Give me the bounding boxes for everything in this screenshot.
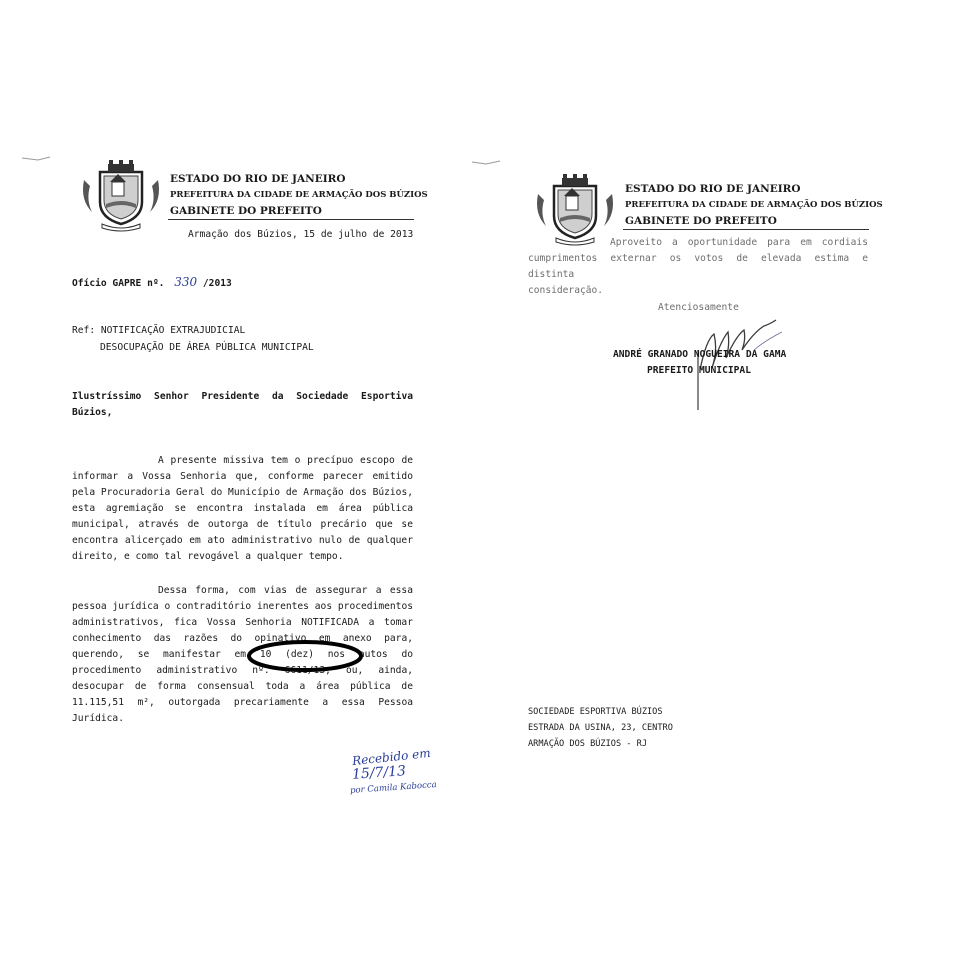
scan-mark bbox=[20, 152, 60, 166]
letterhead-prefecture: PREFEITURA DA CIDADE DE ARMAÇÃO DOS BÚZIOS bbox=[625, 200, 883, 210]
paragraph-1-line: direito, e como tal revogável a qualquer tempo. bbox=[72, 551, 344, 562]
letterhead-rule bbox=[168, 219, 414, 220]
paragraph-1-line: A presente missiva tem o precípuo escopo de bbox=[158, 455, 413, 466]
letterhead-state: ESTADO DO RIO DE JANEIRO bbox=[625, 183, 801, 195]
regards: Atenciosamente bbox=[658, 302, 739, 313]
letter-page-2 bbox=[470, 150, 920, 830]
salutation-line1: Ilustríssimo Senhor Presidente da Sociedade Esportiva bbox=[72, 391, 413, 402]
closing-line: consideração. bbox=[528, 285, 604, 296]
letterhead-prefecture: PREFEITURA DA CIDADE DE ARMAÇÃO DOS BÚZIOS bbox=[170, 190, 428, 200]
paragraph-1-line: informar a Vossa Senhoria que, conforme parecer emitido bbox=[72, 471, 413, 482]
paragraph-1 bbox=[72, 453, 413, 565]
place-date: Armação dos Búzios, 15 de julho de 2013 bbox=[188, 229, 414, 240]
addressee-line1: SOCIEDADE ESPORTIVA BÚZIOS bbox=[528, 707, 663, 717]
paragraph-2-line: Jurídica. bbox=[72, 713, 124, 724]
paragraph-2-line: Dessa forma, com vias de assegurar a essa bbox=[158, 585, 413, 596]
oficio-prefix: Ofício GAPRE nº. bbox=[72, 278, 165, 289]
signer-name: ANDRÉ GRANADO NOGUEIRA DA GAMA bbox=[613, 349, 787, 360]
letterhead-office: GABINETE DO PREFEITO bbox=[170, 205, 322, 217]
addressee-line3: ARMAÇÃO DOS BÚZIOS - RJ bbox=[528, 739, 647, 749]
coat-of-arms-logo bbox=[78, 160, 164, 232]
oficio-suffix: /2013 bbox=[202, 278, 232, 289]
receipt-line3: por Camila Kabocca bbox=[349, 779, 437, 797]
signature bbox=[692, 310, 792, 414]
paragraph-2-line: conhecimento das razões do opinativo em anexo para, bbox=[72, 633, 413, 644]
oficio-number-handwritten: 330 bbox=[174, 275, 198, 289]
ref-line2: DESOCUPAÇÃO DE ÁREA PÚBLICA MUNICIPAL bbox=[100, 342, 314, 353]
signer-title: PREFEITO MUNICIPAL bbox=[647, 365, 751, 376]
ref-line1: Ref: NOTIFICAÇÃO EXTRAJUDICIAL bbox=[72, 325, 246, 336]
paragraph-1-line: encontra alicerçado em ato administrativo nulo de qualquer bbox=[72, 535, 413, 546]
paragraph-1-line: esta agremiação se encontra instalada em área pública bbox=[72, 503, 413, 514]
paragraph-2-line: pessoa jurídica o contraditório inerentes aos procedimentos bbox=[72, 601, 413, 612]
scan-mark bbox=[470, 158, 510, 172]
oficio-line bbox=[72, 275, 232, 289]
paragraph-2-line: desocupar de forma consensual toda a área pública de bbox=[72, 681, 413, 692]
closing-line: Aproveito a oportunidade para em cordiais bbox=[610, 237, 868, 248]
paragraph-1-line: pela Procuradoria Geral do Município de Armação dos Búzios, bbox=[72, 487, 413, 498]
receipt-line2: 15/7/13 bbox=[351, 763, 407, 783]
paragraph-2-line: procedimento administrativo nº. 6611/13, ou, ainda, bbox=[72, 665, 413, 676]
letterhead-state: ESTADO DO RIO DE JANEIRO bbox=[170, 173, 346, 185]
deadline-circle-marker bbox=[245, 638, 365, 674]
paragraph-2-line: administrativos, fica Vossa Senhoria NOTIFICADA a tomar bbox=[72, 617, 413, 628]
paragraph-2-line: querendo, se manifestar em 10 (dez) nos autos do bbox=[72, 649, 413, 660]
receipt-line1: Recebido em bbox=[351, 745, 432, 769]
letterhead-rule bbox=[623, 229, 869, 230]
letter-page-1 bbox=[20, 140, 450, 810]
salutation-line2: Búzios, bbox=[72, 407, 113, 418]
paragraph-1-line: municipal, através de outorga de título precário que se bbox=[72, 519, 413, 530]
paragraph-2-line: 11.115,51 m², outorgada precariamente a essa Pessoa bbox=[72, 697, 413, 708]
closing-paragraph bbox=[528, 235, 868, 299]
closing-line: cumprimentos externar os votos de elevada estima e distinta bbox=[528, 253, 868, 280]
addressee-line2: ESTRADA DA USINA, 23, CENTRO bbox=[528, 723, 673, 733]
letterhead-office: GABINETE DO PREFEITO bbox=[625, 215, 777, 227]
